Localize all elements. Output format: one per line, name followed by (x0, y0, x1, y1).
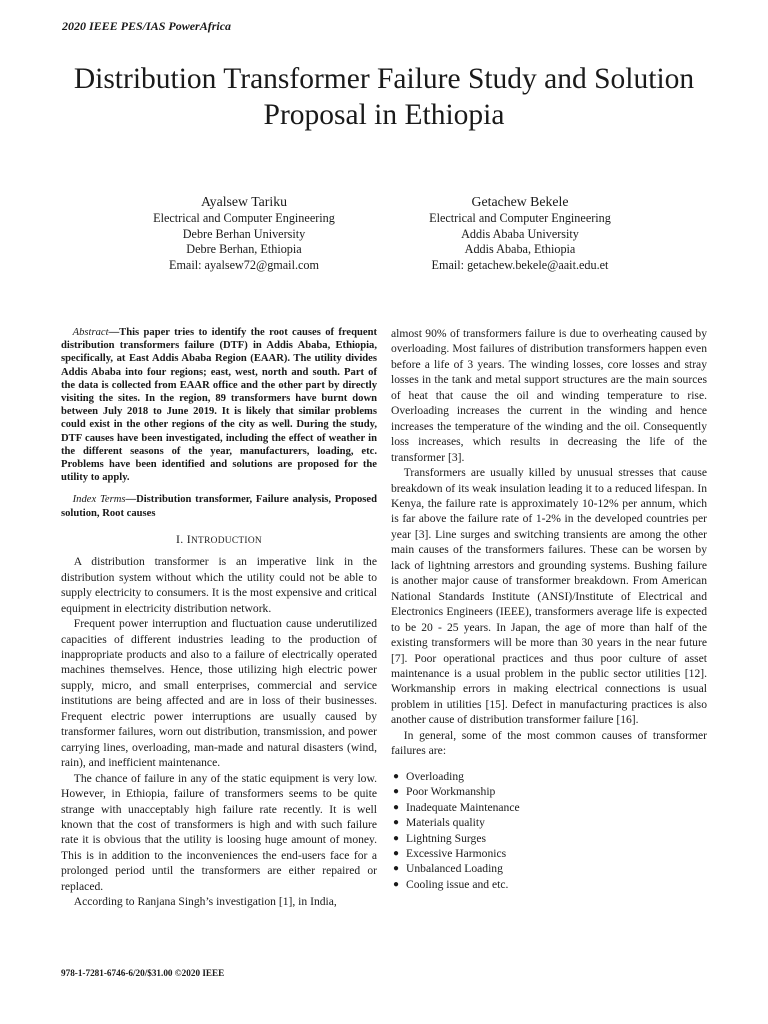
list-item (391, 877, 707, 892)
author-block (94, 193, 394, 273)
index-terms-lead: Index Terms (72, 494, 126, 506)
conference-header: 2020 IEEE PES/IAS PowerAfrica (62, 19, 232, 33)
list-item-text: Excessive Harmonics (406, 846, 507, 860)
paragraph: Transformers are usually killed by unusual stresses that cause breakdown of its weak insulation leading it to a reduced lifespan. In Kenya, the failure rate is approximately 10-12% per annum, which is far above the failure rate of 1-2% in the developed countries per year [3]. Line surges and switching transients are among the other main causes of the transformers failures. These can be worsen by lack of lightning arrestors and grounding systems. Bushing failure is another major cause of transformer breakdown. From American National Standards Institute (ANSI)/Institute of Electrical and Electronics Engineers (IEEE), transformers average life is expected to be 20 - 25 years. In Japan, the age of more than half of the existing transformers will be more than 30 years in the near future [7]. Poor operational practices and thus poor culture of asset maintenance is a usual problem in the public sector utilities [12]. Workmanship errors in making electrical connections is usual problem in utilities [15]. Defect in manufacturing practices is also another cause of distribution transformer failure [16]. (391, 466, 707, 727)
abstract-text: —This paper tries to identify the root causes of frequent distribution transformers failure (DTF) in Addis Ababa, Ethiopia, specifically, at East Addis Ababa Region (EAAR). The utility divides Addis Ababa into four regions; east, west, north and south. Part of the data is collected from EAAR office and the other part by directly visiting the sites. In the region, 89 transformers have burnt down between July 2018 to June 2019. It is likely that similar problems could exist in the other regions of the city as well. During the study, DTF causes have been investigated, including the effect of weather in the different seasons of the year, manufacturers, loading, etc. Problems have been identified and solutions are proposed for the utility to apply. (61, 327, 377, 484)
section-title-rest: NTRODUCTION (190, 535, 262, 546)
list-item (391, 815, 707, 830)
list-item (391, 769, 707, 784)
author-department: Electrical and Computer Engineering (429, 211, 611, 225)
paragraph: The chance of failure in any of the static equipment is very low. However, in Ethiopia, failure of transformers seems to be quite strange with unacceptably high failure rate recently. It is well known that the cost of transformers is high and with such failure rate it is obvious that the utility is loosing huge amount of money. This is in addition to the inconveniences the end-users face for a prolonged period until the transformers are either repaired or replaced. (61, 771, 377, 893)
bullet-icon: ● (393, 801, 400, 813)
bullet-icon: ● (393, 832, 400, 844)
list-item (391, 784, 707, 799)
paragraph: Frequent power interruption and fluctuation cause underutilized capacities of different industries leading to the production of inappropriate products and also to a failure of electrically operated machines themselves. Hence, those utilizing high electric power supply, micro, and small enterprises, commercial and service institutions are being affected and are in loss of their businesses. Frequent electric power interruptions are usually caused by transformer failures, worn out distribution, transmission, and power carrying lines, overloading, man-made and natural disasters (wind, rain), and inefficient maintenance. (61, 617, 377, 770)
author-block (370, 193, 670, 273)
copyright-footer: 978-1-7281-6746-6/20/$31.00 ©2020 IEEE (61, 968, 225, 978)
list-item-text: Unbalanced Loading (406, 862, 503, 876)
bullet-icon: ● (393, 786, 400, 798)
list-item-text: Cooling issue and etc. (406, 877, 509, 891)
title-line-2: Proposal in Ethiopia (263, 99, 505, 131)
abstract (61, 326, 377, 484)
index-terms-text: —Distribution transformer, Failure analysis, Proposed solution, Root causes (61, 494, 377, 519)
bullet-icon: ● (393, 770, 400, 782)
list-item (391, 831, 707, 846)
author-name: Ayalsew Tariku (200, 194, 288, 209)
title-line-1: Distribution Transformer Failure Study and Solution (73, 63, 695, 95)
bullet-icon: ● (393, 878, 400, 890)
list-item-text: Lightning Surges (406, 831, 486, 845)
bullet-icon: ● (393, 847, 400, 859)
index-terms (61, 493, 377, 519)
paragraph: A distribution transformer is an imperative link in the distribution system without which the utility could not be able to supply electricity to consumers. It is the most expensive and critical equipment in electricity distribution network. (61, 555, 377, 615)
author-email: Email: getachew.bekele@aait.edu.et (431, 257, 609, 272)
section-title-initial: I (186, 531, 191, 546)
list-item (391, 861, 707, 876)
paragraph: According to Ranjana Singh’s investigation [1], in India, (73, 895, 337, 909)
author-university: Debre Berhan University (182, 226, 306, 241)
list-item (391, 846, 707, 861)
list-item-text: Materials quality (406, 816, 485, 830)
list-item (391, 800, 707, 815)
list-item-text: Inadequate Maintenance (406, 800, 520, 814)
list-item-text: Poor Workmanship (406, 785, 496, 799)
paper-title (40, 61, 728, 133)
left-column (61, 326, 377, 910)
section-numeral: I. (176, 531, 187, 546)
abstract-lead: Abstract (72, 327, 109, 338)
author-university: Addis Ababa University (461, 226, 579, 241)
section-heading (61, 532, 377, 549)
author-email: Email: ayalsew72@gmail.com (169, 257, 319, 272)
bullet-icon: ● (393, 817, 400, 829)
author-location: Addis Ababa, Ethiopia (464, 242, 576, 257)
right-column (391, 326, 707, 892)
bullet-icon: ● (393, 863, 400, 875)
author-location: Debre Berhan, Ethiopia (186, 242, 302, 257)
paragraph: In general, some of the most common causes of transformer failures are: (391, 728, 707, 758)
causes-list (391, 769, 707, 893)
list-item-text: Overloading (406, 769, 464, 783)
author-name: Getachew Bekele (471, 194, 569, 209)
author-department: Electrical and Computer Engineering (153, 211, 335, 225)
paragraph: almost 90% of transformers failure is due to overheating caused by overloading. Most failures of distribution transformers happen even before a life of 3 years. The winding losses, core losses and stray losses in the tank and metal support structures are the main sources of heat that cause the oil and winding temperature to rise. Overloading increases the current in the winding and hence increases the temperature of the winding and the oil. Consequently loss increases, which results in decreasing the life of the transformer [3]. (391, 327, 707, 464)
